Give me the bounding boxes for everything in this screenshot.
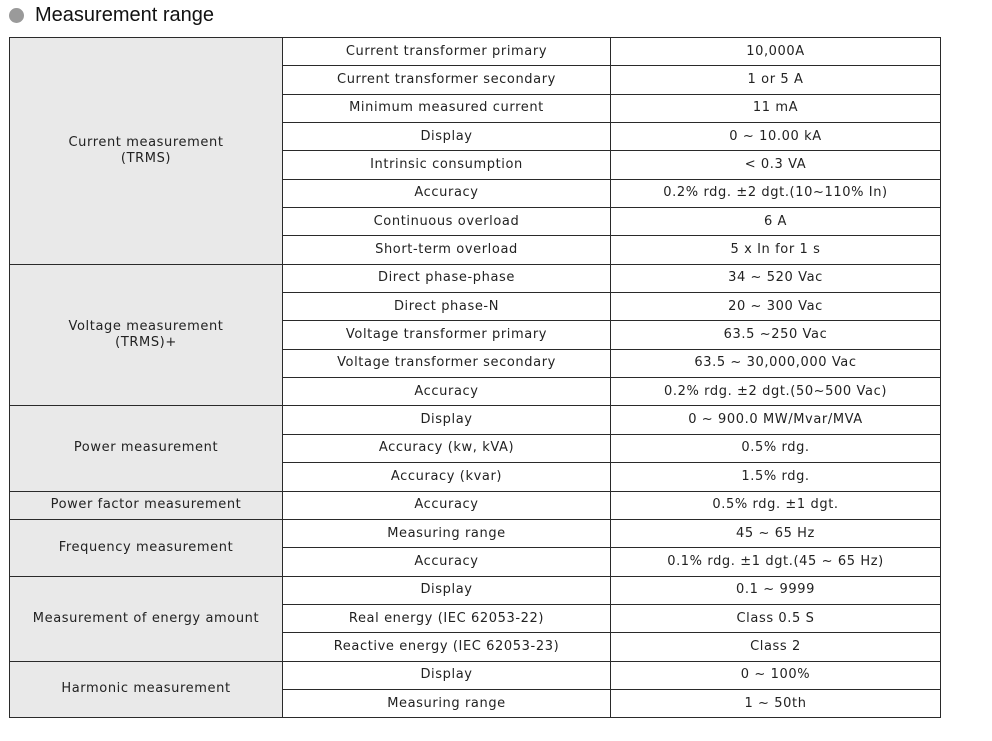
value-cell: 34 ~ 520 Vac [611, 264, 941, 292]
table-row [10, 491, 941, 519]
table-row [10, 406, 941, 434]
group-label: Voltage measurement [68, 319, 224, 335]
group-label-cell [10, 661, 283, 718]
parameter-cell: Continuous overload [283, 208, 611, 236]
group-label-cell [10, 406, 283, 491]
value-cell: 45 ~ 65 Hz [611, 519, 941, 547]
value-cell: 11 mA [611, 94, 941, 122]
value-cell: 0.2% rdg. ±2 dgt.(10~110% In) [611, 179, 941, 207]
parameter-cell: Accuracy [283, 548, 611, 576]
parameter-cell: Measuring range [283, 519, 611, 547]
value-cell: 0.1% rdg. ±1 dgt.(45 ~ 65 Hz) [611, 548, 941, 576]
value-cell: 0.1 ~ 9999 [611, 576, 941, 604]
group-label-cell [10, 38, 283, 265]
page-title: Measurement range [35, 3, 214, 26]
parameter-cell: Reactive energy (IEC 62053-23) [283, 633, 611, 661]
value-cell: 1 ~ 50th [611, 689, 941, 717]
value-cell: Class 0.5 S [611, 604, 941, 632]
bullet-dot-icon [9, 8, 24, 23]
group-label-cell [10, 491, 283, 519]
parameter-cell: Current transformer secondary [283, 66, 611, 94]
value-cell: 0.5% rdg. ±1 dgt. [611, 491, 941, 519]
value-cell: 63.5 ~250 Vac [611, 321, 941, 349]
parameter-cell: Direct phase-N [283, 293, 611, 321]
parameter-cell: Accuracy [283, 491, 611, 519]
value-cell: 10,000A [611, 38, 941, 66]
value-cell: 0 ~ 100% [611, 661, 941, 689]
group-label: Frequency measurement [58, 539, 234, 555]
parameter-cell: Voltage transformer primary [283, 321, 611, 349]
group-label: Power factor measurement [50, 497, 242, 513]
value-cell: Class 2 [611, 633, 941, 661]
group-label-cell [10, 576, 283, 661]
parameter-cell: Accuracy [283, 179, 611, 207]
value-cell: 0.2% rdg. ±2 dgt.(50~500 Vac) [611, 378, 941, 406]
group-label-sub: (TRMS) [120, 150, 172, 166]
parameter-cell: Short-term overload [283, 236, 611, 264]
value-cell: < 0.3 VA [611, 151, 941, 179]
parameter-cell: Accuracy (kw, kVA) [283, 434, 611, 462]
value-cell: 63.5 ~ 30,000,000 Vac [611, 349, 941, 377]
value-cell: 0 ~ 10.00 kA [611, 123, 941, 151]
group-label: Measurement of energy amount [32, 610, 260, 626]
value-cell: 1 or 5 A [611, 66, 941, 94]
table-row [10, 264, 941, 292]
parameter-cell: Display [283, 661, 611, 689]
parameter-cell: Intrinsic consumption [283, 151, 611, 179]
parameter-cell: Display [283, 576, 611, 604]
value-cell: 0.5% rdg. [611, 434, 941, 462]
value-cell: 6 A [611, 208, 941, 236]
parameter-cell: Display [283, 406, 611, 434]
parameter-cell: Real energy (IEC 62053-22) [283, 604, 611, 632]
value-cell: 0 ~ 900.0 MW/Mvar/MVA [611, 406, 941, 434]
parameter-cell: Measuring range [283, 689, 611, 717]
table-row [10, 661, 941, 689]
value-cell: 1.5% rdg. [611, 463, 941, 491]
table-row [10, 519, 941, 547]
parameter-cell: Direct phase-phase [283, 264, 611, 292]
group-label: Current measurement [68, 134, 224, 150]
value-cell: 20 ~ 300 Vac [611, 293, 941, 321]
measurement-range-table [9, 37, 941, 718]
table-body [10, 38, 941, 718]
section-heading [9, 1, 214, 29]
group-label-cell [10, 519, 283, 576]
parameter-cell: Voltage transformer secondary [283, 349, 611, 377]
group-label-cell [10, 264, 283, 406]
parameter-cell: Accuracy (kvar) [283, 463, 611, 491]
parameter-cell: Accuracy [283, 378, 611, 406]
parameter-cell: Display [283, 123, 611, 151]
parameter-cell: Minimum measured current [283, 94, 611, 122]
table-row [10, 576, 941, 604]
value-cell: 5 x In for 1 s [611, 236, 941, 264]
parameter-cell: Current transformer primary [283, 38, 611, 66]
group-label: Harmonic measurement [61, 681, 231, 697]
group-label: Power measurement [73, 440, 219, 456]
table-row [10, 38, 941, 66]
group-label-sub: (TRMS)+ [115, 335, 177, 351]
